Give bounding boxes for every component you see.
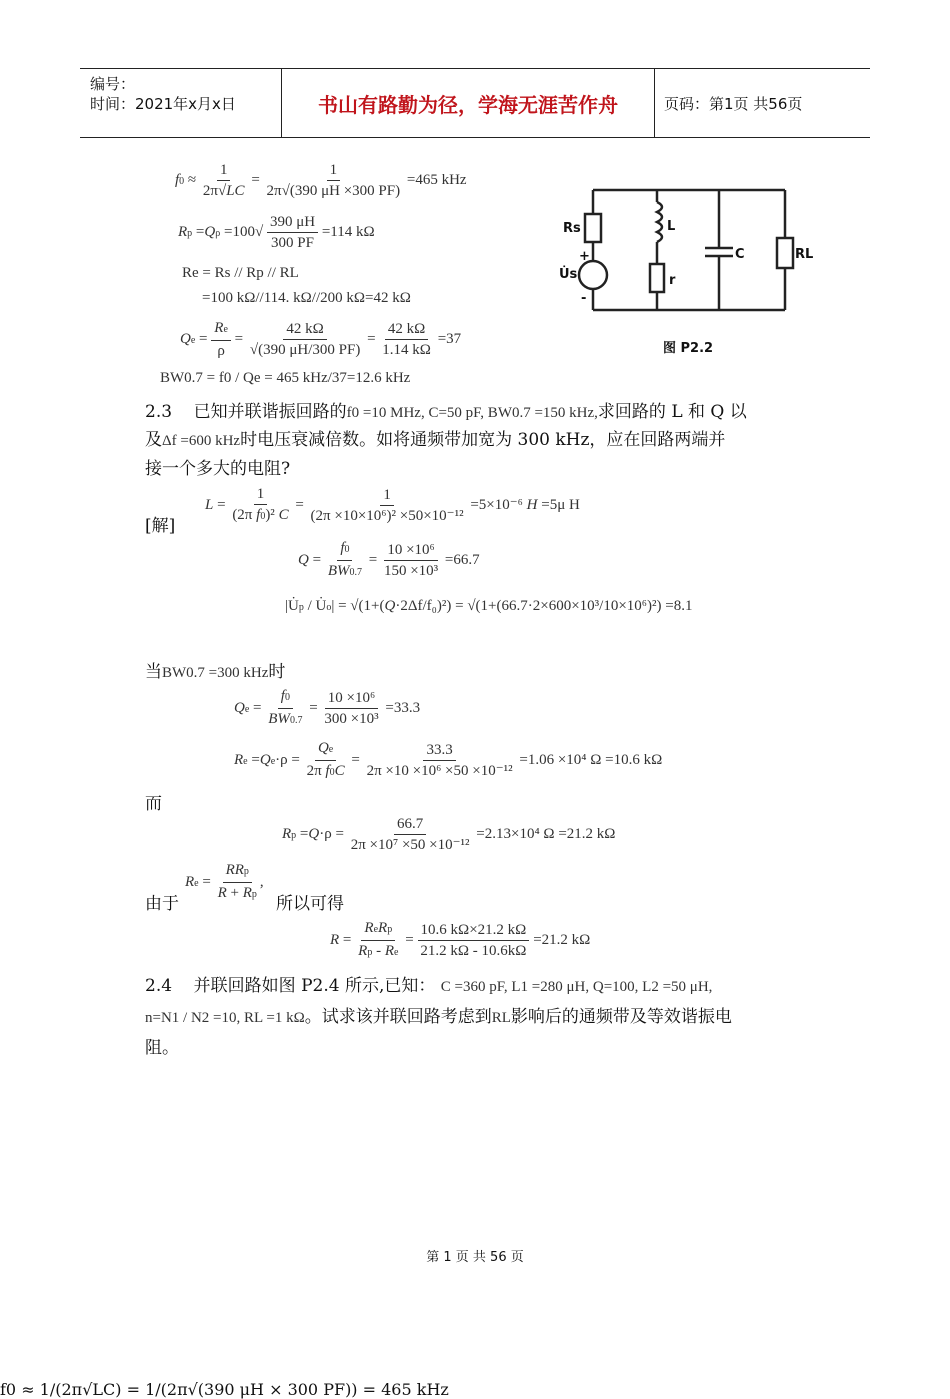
eq-rp: Rp =Qρ =100√ $\frac{390 \mu H}{300 PF}$ =114 kΩ <box>178 214 375 251</box>
inline-eq: Δf =600 kHz <box>162 433 241 449</box>
problem-2-4-line2 <box>145 1003 825 1032</box>
eq-f0: f0 ≈ $\frac{1}{2\pi√LC}$ = $\frac{1}{2\pi√(390 \mu H \times 300 PF)}$ =465 kHz <box>175 162 467 199</box>
eq-bw: BW0.7 = f0 / Qe = 465 kHz/37=12.6 kHz <box>160 370 411 386</box>
solution-label: [解] <box>145 516 176 536</box>
eq-l: L = $\frac{1}{\text{(2π f0)² C}}$ = $\frac{1}{\text{(2π ×10×10⁶)² ×50×10⁻¹²}}$ =5×10⁻⁶ H =5μ H <box>205 486 580 524</box>
eq-re: Re =Qe·ρ = $\frac{Qe}{\text{2π f0C}}$ = $\frac{33.3}{\text{2π ×10 ×10⁶ ×50 ×10⁻¹²}}$ =1.06 ×10⁴ Ω =10.6 kΩ <box>234 740 663 779</box>
problem-2-4-line1 <box>145 972 825 1001</box>
label-us: U̇s <box>559 267 578 282</box>
problem-2-3-line3: 接一个多大的电阻? <box>145 459 291 479</box>
text: 当 <box>145 662 162 682</box>
when-line <box>145 658 285 687</box>
eq-re1: Re = Rs // Rp // RL <box>182 265 299 281</box>
figure-caption: 图 P2.2 <box>663 341 714 356</box>
label-minus: - <box>581 291 587 306</box>
inline-eq: BW0.7 =300 kHz <box>162 665 269 681</box>
label-rl: RL <box>795 247 814 262</box>
label-l: L <box>667 219 676 234</box>
eq-u: |U̇p / U̇o| = √(1+(Q·2Δf/f₀)²) = √(1+(66.7·2×600×10³/10×10⁶)²) =8.1 <box>285 598 693 614</box>
resistor-r <box>650 264 664 292</box>
text: 。试求该并联回路考虑到 <box>304 1007 492 1027</box>
text: 时电压衰减倍数。如将通频带加宽为 300 kHz，应在回路两端并 <box>240 430 726 450</box>
label-plus: + <box>579 249 590 264</box>
text: 影响后的通频带及等效谐振电 <box>510 1007 732 1027</box>
header-meta <box>80 69 280 137</box>
eq-r: R = $\frac{\text{ReRp}}{Rp - Re}$ = $\frac{10.6 k\Omega\times 21.2 k\Omega}{21.2 k\Omega - 10.6k\Omega}$ =21.2 kΩ <box>330 920 591 959</box>
page-footer: 第 1 页 共 56 页 <box>426 1250 524 1265</box>
problem-number: 2.4 <box>145 976 173 996</box>
eq-qe: Qe = $\frac{Re}{\rho}$ = $\frac{42 k\Omega}{√(390 \mu H/300 PF)}$ = $\frac{42 k\Omega}{1.14 k\Omega}$ =37 <box>180 320 462 359</box>
inline-eq: n=N1 / N2 =10, RL =1 kΩ <box>145 1010 305 1026</box>
page-header <box>80 68 870 138</box>
problem-2-3-line2 <box>145 426 825 455</box>
date-label: 时间：2021年x月x日 <box>90 95 236 113</box>
since-c: 所以可得 <box>276 894 344 914</box>
label-r: r <box>669 273 676 288</box>
eq-qe2: Qe = $\frac{f0}{BW0.7}$ = $\frac{\text{10 ×10⁶}}{\text{300 ×10³}}$ =33.3 <box>234 688 421 727</box>
text: 及 <box>145 430 162 450</box>
since-a: 由于 <box>145 894 179 914</box>
resistor-rl <box>777 238 793 268</box>
resistor-rs <box>585 214 601 242</box>
problem-2-3-line1 <box>145 398 825 427</box>
circuit-figure-p2-2 <box>555 180 825 365</box>
label-c: C <box>735 247 745 262</box>
inline-eq: RL <box>491 1010 511 1026</box>
header-page-info: 页码：第1页 共56页 <box>664 94 803 113</box>
since-eq: Re = $\frac{\text{RRp}}{R + Rp}$ , <box>185 862 264 901</box>
text: 并联回路如图 P2.4 所示,已知： <box>193 976 436 996</box>
inductor-l <box>657 202 662 242</box>
text: 求回路的 L 和 Q 以 <box>597 402 747 422</box>
code-label: 编号： <box>90 75 136 93</box>
header-motto: 书山有路勤为径，学海无涯苦作舟 <box>281 69 655 137</box>
eq-re2: =100 kΩ//114. kΩ//200 kΩ=42 kΩ <box>202 290 411 306</box>
problem-number: 2.3 <box>145 402 173 422</box>
inline-eq: C =360 pF, L1 =280 μH, Q=100, L2 =50 μH, <box>440 979 713 995</box>
problem-2-4-line3: 阻。 <box>145 1038 179 1058</box>
text: 时 <box>268 662 286 682</box>
eq-rp2: Rp =Q·ρ = $\frac{66.7}{\text{2π ×10⁷ ×50 ×10⁻¹²}}$ =2.13×10⁴ Ω =21.2 kΩ <box>282 816 616 853</box>
inline-eq: f0 =10 MHz, C=50 pF, BW0.7 =150 kHz, <box>346 405 598 421</box>
label-rs: Rs <box>563 221 581 236</box>
eq-f0-text: f0 ≈ 1/(2π√LC) = 1/(2π√(390 μH × 300 PF)) = 465 kHz <box>0 1380 449 1399</box>
eq-q: Q = $\frac{f0}{BW0.7}$ = $\frac{\text{10 ×10⁶}}{\text{150 ×10³}}$ =66.7 <box>298 540 480 579</box>
voltage-source <box>579 261 607 289</box>
text: 已知并联谐振回路的 <box>193 402 347 422</box>
and-label: 而 <box>145 794 162 814</box>
